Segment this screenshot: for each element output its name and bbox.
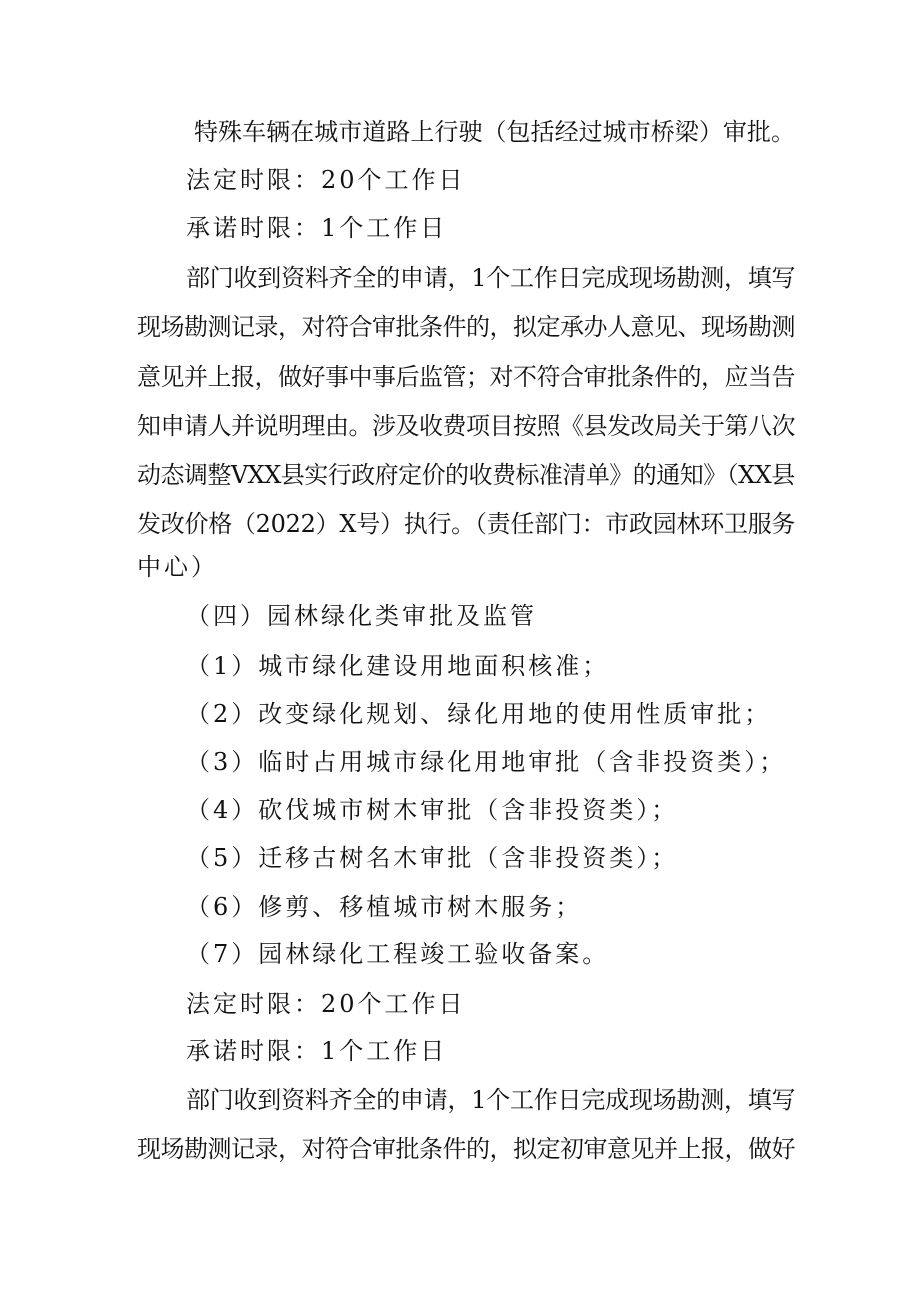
paragraph-line-9: 发改价格（2022）X号）执行。（责任部门：市政园林环卫服务 [137,510,796,538]
list-item: （4）砍伐城市树木审批（含非投资类）； [186,796,679,824]
paragraph-line-1: 特殊车辆在城市道路上行驶（包括经过城市桥梁）审批。 [194,118,795,146]
statutory-limit-line: 法定时限：20个工作日 [186,990,466,1018]
list-item: （5）迁移古树名木审批（含非投资类）； [186,844,679,872]
paragraph-line-6: 意见并上报，做好事中事后监管；对不符合审批条件的，应当告 [137,363,795,391]
list-item: （6）修剪、移植城市树木服务； [186,893,583,921]
list-item: （7）园林绿化工程竣工验收备案。 [186,940,610,968]
paragraph-line-5: 现场勘测记录，对符合审批条件的，拟定承办人意见、现场勘测 [137,313,795,341]
section-heading: （四）园林绿化类审批及监管 [186,602,537,630]
list-item: （2）改变绿化规划、绿化用地的使用性质审批； [186,700,772,728]
paragraph-line-7: 知申请人并说明理由。涉及收费项目按照《县发改局关于第八次 [137,412,795,440]
list-item: （3）临时占用城市绿化用地审批（含非投资类）； [186,748,787,776]
paragraph-line-10: 中心） [137,553,218,581]
promised-limit-line: 承诺时限：1个工作日 [186,214,448,242]
paragraph-line-4: 部门收到资料齐全的申请，1个工作日完成现场勘测，填写 [186,264,796,292]
paragraph-line-21: 部门收到资料齐全的申请，1个工作日完成现场勘测，填写 [186,1086,796,1114]
paragraph-line-8: 动态调整VXX县实行政府定价的收费标准清单》的通知》（XX县 [137,461,795,489]
promised-limit-line: 承诺时限：1个工作日 [186,1037,448,1065]
paragraph-line-22: 现场勘测记录，对符合审批条件的，拟定初审意见并上报，做好 [137,1135,795,1163]
list-item: （1）城市绿化建设用地面积核准； [186,652,610,680]
statutory-limit-line: 法定时限：20个工作日 [186,166,466,194]
